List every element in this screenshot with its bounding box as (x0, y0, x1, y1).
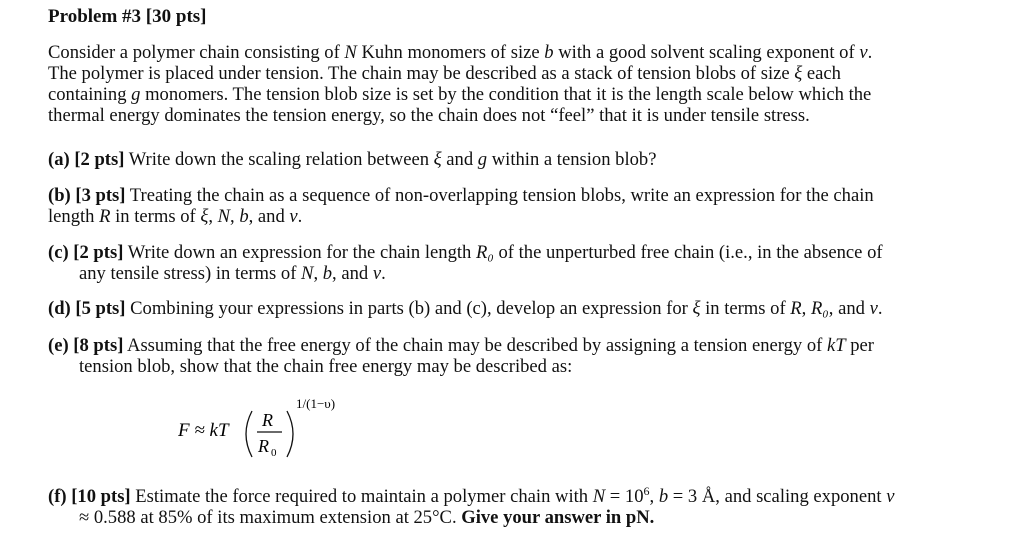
left-paren (246, 411, 252, 457)
question-a: (a) [2 pts] Write down the scaling relation between ξ and g within a tension blob? (48, 149, 657, 170)
question-e: (e) [8 pts] Assuming that the free energy of the chain may be described by assigning a tension energy of kT per tension blob, show that the chain free energy may be described as: (48, 335, 874, 377)
question-f: (f) [10 pts] Estimate the force required to maintain a polymer chain with $N = 10^6$, b = 3 Å, and scaling exponent v ≈ 0.588 at 85% of its maximum extension at 25°C. Give your answer in pN. (48, 484, 895, 529)
question-d: (d) [5 pts] Combining your expressions in parts (b) and (c), develop an expression for ξ in terms of R, R₀, and v. (48, 298, 883, 319)
equation-numerator: R (262, 410, 273, 430)
question-b-label: (b) [3 pts] (48, 185, 126, 206)
equation-denominator: R (258, 436, 269, 456)
question-c-label: (c) [2 pts] (48, 242, 124, 263)
question-d-label: (d) [5 pts] (48, 298, 126, 319)
question-c: (c) [2 pts] Write down an expression for the chain length R₀ of the unperturbed free chain (i.e., in the absence of any tensile stress) in terms of N, b, and v. (48, 242, 883, 284)
question-a-label: (a) [2 pts] (48, 149, 125, 170)
equation-lhs: F ≈ kT (178, 420, 229, 441)
question-f-label: (f) [10 pts] (48, 486, 131, 508)
question-b: (b) [3 pts] Treating the chain as a sequence of non-overlapping tension blobs, write an expression for the chain length R in terms of ξ, N, b, and v. (48, 185, 874, 227)
problem-title: Problem #3 [30 pts] (48, 6, 207, 27)
question-e-label: (e) [8 pts] (48, 335, 124, 356)
right-paren (287, 411, 293, 457)
equation-denominator-subscript: 0 (271, 447, 277, 459)
free-energy-equation (178, 399, 378, 469)
equation-exponent: 1/(1−υ) (296, 399, 336, 411)
answer-unit-instruction: Give your answer in pN. (461, 507, 655, 529)
intro-paragraph: Consider a polymer chain consisting of N Kuhn monomers of size b with a good solvent scaling exponent of v. The polymer is placed under tension. The chain may be described as a stack of tension blobs of size ξ each containing g monomers. The tension blob size is set by the condition that it is the length scale below which the thermal energy dominates the tension energy, so the chain does not “feel” that it is under tensile stress. (48, 42, 873, 126)
